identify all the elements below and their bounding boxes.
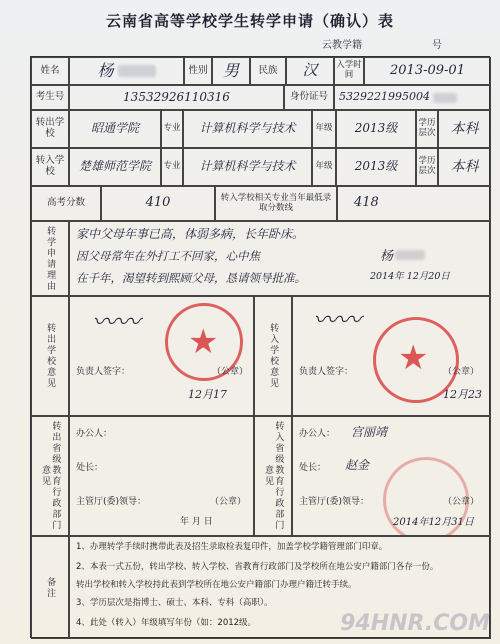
- out-edu-director-label: 主管厅(委)领导：: [76, 497, 147, 507]
- value-name: [69, 57, 184, 85]
- value-out-grade: 2013级: [336, 110, 416, 148]
- label-reason-cell: [31, 221, 69, 296]
- site-watermark: 94HNR.COM: [340, 611, 490, 636]
- label-name: 姓名: [31, 57, 69, 85]
- out-edu-office-label: 办公人：: [76, 429, 113, 439]
- in-opinion-body: [292, 296, 491, 416]
- label-enroll-time: 入学时间: [334, 57, 364, 85]
- label-in-edu: 转入省级教育行政部门意见: [263, 421, 284, 531]
- label-in-major: 专业: [161, 148, 183, 186]
- id-text: 5329221995004: [339, 90, 430, 104]
- note-2b: 转出学校和转入学校持此表到学校所在地公安户籍部门办理户籍迁转手续。: [76, 580, 357, 590]
- reason-body: [69, 221, 491, 296]
- value-score: 410: [101, 186, 215, 221]
- label-exam-no: 考生号: [31, 85, 69, 110]
- reason-line-2: 因父母常年在外打工不回家，心中焦: [76, 249, 260, 263]
- value-out-level: 本科: [438, 110, 491, 148]
- redacted-name: [118, 65, 156, 77]
- value-id-no: [334, 85, 491, 110]
- in-edu-chief-label: 处长：: [299, 463, 327, 473]
- name-text: 杨: [97, 60, 114, 80]
- label-out-grade: 年级: [312, 110, 336, 148]
- form-table: [30, 56, 490, 638]
- out-seal-star-icon: ★: [188, 322, 219, 362]
- label-gender: 性别: [184, 57, 212, 85]
- out-leader-label: 负责人签字：: [76, 367, 131, 377]
- reason-line-3: 在千年，渴望转到熙顾父母，恳请领导批准。: [76, 271, 306, 285]
- reason-line-1: 家中父母年事已高，体弱多病，长年卧床。: [76, 227, 305, 241]
- out-opinion-body: [69, 296, 254, 416]
- out-edu-chief-label: 处长：: [76, 463, 104, 473]
- out-edu-body: [69, 416, 254, 536]
- label-out-major: 专业: [161, 110, 183, 148]
- value-in-major: 计算机科学与技术: [183, 148, 312, 186]
- out-edu-seal-label: （公章）: [210, 497, 247, 507]
- note-2: 2、本表一式五份，转出学校、转入学校、省教育行政部门及学校所在地公安户籍部门各存一份。: [76, 562, 439, 572]
- serial-number-line: [322, 36, 482, 51]
- out-signature-scribble: 〰〰: [92, 308, 140, 336]
- value-out-major: 计算机科学与技术: [183, 110, 312, 148]
- label-out-opinion: 转出学校意见: [45, 323, 56, 389]
- value-gender: 男: [212, 57, 250, 85]
- in-edu-director-label: 主管厅(委)领导：: [299, 497, 370, 507]
- label-out-edu-cell: [31, 416, 69, 536]
- in-seal-label: （公章）: [443, 367, 480, 377]
- in-date: 12月23: [443, 388, 482, 401]
- label-out-level: 学历层次: [416, 110, 438, 148]
- reason-signature: [380, 250, 425, 265]
- value-enroll-time: 2013-09-01: [364, 57, 491, 85]
- label-min-score: 转入学校相关专业当年最低录取分数线: [215, 186, 337, 221]
- label-out-edu: 转出省级教育行政部门意见: [40, 421, 61, 531]
- in-edu-office-label: 办公人：: [299, 429, 336, 439]
- label-ethnicity: 民族: [250, 57, 286, 85]
- serial-suffix: 号: [432, 40, 442, 51]
- note-1: 1、办理转学手续时携带此表及招生录取检表复印件，加盖学校学籍管理部门印章。: [76, 542, 388, 552]
- label-score: 高考分数: [31, 186, 101, 221]
- label-in-school: 转入学校: [31, 148, 69, 186]
- in-leader-label: 负责人签字：: [299, 367, 354, 377]
- out-seal-label: （公章）: [212, 367, 249, 377]
- in-edu-body: [292, 416, 491, 536]
- note-3: 3、学历层次是指博士、硕士、本科、专科（高职）。: [76, 598, 273, 608]
- reason-sign-text: 杨: [380, 249, 394, 264]
- serial-label: 云教学籍: [322, 40, 362, 51]
- label-notes-cell: [31, 536, 69, 639]
- reason-date: 2014年 12月20日: [370, 271, 450, 282]
- redacted-id: [433, 93, 457, 103]
- value-min-score: 418: [337, 186, 491, 221]
- in-edu-chief-value: 赵金: [345, 458, 370, 472]
- label-out-school: 转出学校: [31, 110, 69, 148]
- label-id-no: 身份证号: [284, 85, 334, 110]
- value-in-school: 楚雄师范学院: [69, 148, 161, 186]
- out-edu-date-label: 年 月 日: [180, 517, 213, 527]
- label-in-opinion-cell: [254, 296, 292, 416]
- label-in-grade: 年级: [312, 148, 336, 186]
- in-signature-scribble: 〰〰: [313, 306, 361, 334]
- in-edu-date: 2014年12月31日: [393, 517, 474, 528]
- label-notes: 备注: [45, 576, 56, 599]
- out-date: 12月17: [188, 388, 227, 401]
- in-edu-office-value: 宫丽靖: [351, 425, 388, 439]
- value-in-level: 本科: [438, 148, 491, 186]
- form-title: 云南省高等学校学生转学申请（确认）表: [105, 12, 394, 30]
- value-ethnicity: 汉: [286, 57, 334, 85]
- label-in-level: 学历层次: [416, 148, 438, 186]
- label-reason: 转学申请理由: [45, 225, 56, 292]
- note-4: 4、此处（转入）年级填写年份（如：2012级。: [76, 618, 257, 628]
- redacted-signature: [395, 250, 425, 260]
- value-in-grade: 2013级: [336, 148, 416, 186]
- label-in-opinion: 转入学校意见: [268, 323, 279, 389]
- in-seal-star-icon: ★: [398, 338, 429, 378]
- value-out-school: 昭通学院: [69, 110, 161, 148]
- value-exam-no: 13532926110316: [69, 85, 284, 110]
- label-out-opinion-cell: [31, 296, 69, 416]
- in-edu-seal-label: （公章）: [443, 497, 480, 507]
- label-in-edu-cell: [254, 416, 292, 536]
